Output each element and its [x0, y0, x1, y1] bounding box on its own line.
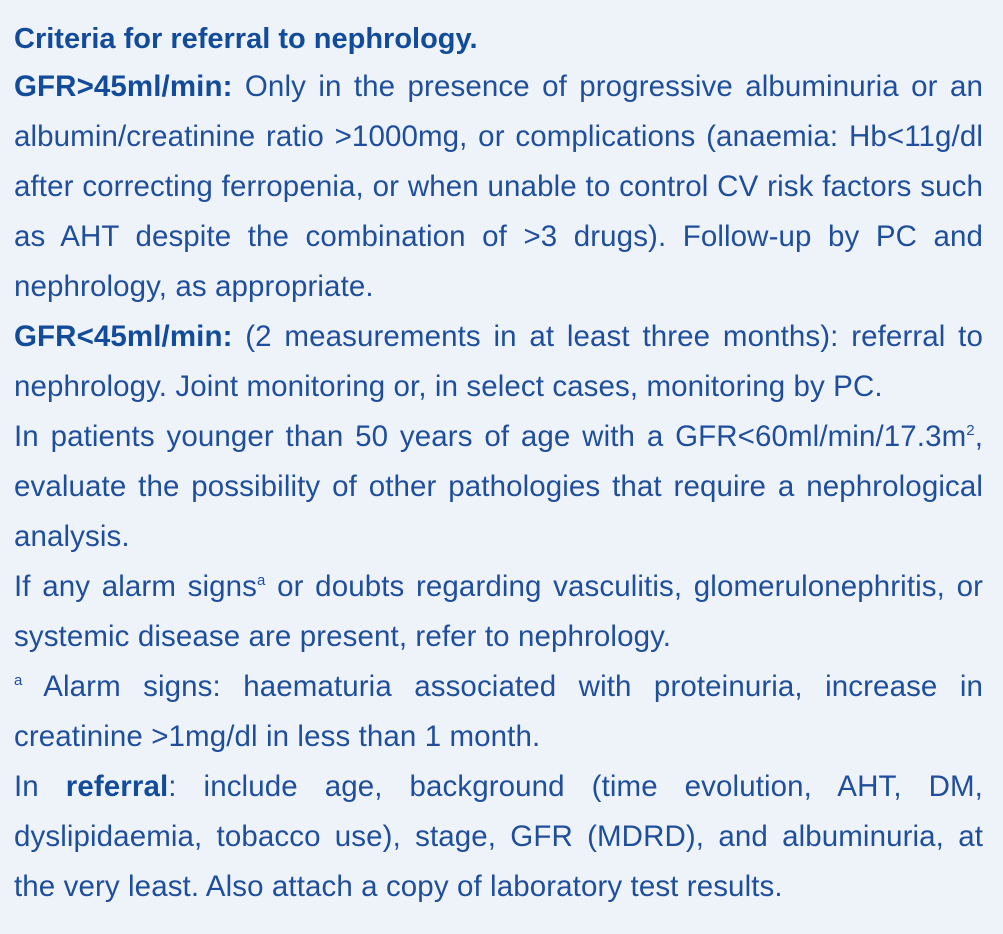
- referral-text-before: In: [14, 770, 66, 803]
- gfr-over-45-text: Only in the presence of progressive albuminuria or an albumin/creatinine ratio >1000mg, or complications (anaemia: Hb<11g/dl after correcting ferropenia, or when unable to control CV risk factors such as AHT despite the combination of >3 drugs). Follow-up by PC and nephrology, as appropriate.: [14, 70, 983, 303]
- gfr-over-45-label: GFR>45ml/min:: [14, 70, 233, 103]
- referral-paragraph: [14, 762, 983, 912]
- referral-bold-word: referral: [65, 770, 169, 803]
- footnote-text: Alarm signs: haematuria associated with proteinuria, increase in creatinine >1mg/dl in less than 1 month.: [14, 670, 983, 753]
- gfr-over-45-paragraph: [14, 62, 983, 312]
- young-patients-paragraph: [14, 412, 983, 562]
- alarm-signs-text-before: If any alarm signs: [14, 570, 258, 603]
- gfr-under-45-text: (2 measurements in at least three months): referral to nephrology. Joint monitoring or, in select cases, monitoring by PC.: [14, 320, 983, 403]
- referral-text-after: : include age, background (time evolution, AHT, DM, dyslipidaemia, tobacco use), stage, GFR (MDRD), and albuminuria, at the very least. Also attach a copy of laboratory test results.: [14, 770, 983, 903]
- page-title: Criteria for referral to nephrology.: [14, 23, 478, 55]
- footnote-marker: a: [14, 672, 23, 690]
- alarm-signs-paragraph: [14, 562, 983, 662]
- footnote-paragraph: [14, 662, 983, 762]
- alarm-signs-superscript: a: [257, 572, 266, 590]
- gfr-under-45-label: GFR<45ml/min:: [14, 320, 233, 353]
- young-patients-text-after: , evaluate the possibility of other pathologies that require a nephrological analysis.: [14, 420, 983, 553]
- young-patients-superscript: 2: [966, 422, 975, 440]
- gfr-under-45-paragraph: [14, 312, 983, 412]
- alarm-signs-text-after: or doubts regarding vasculitis, glomerulonephritis, or systemic disease are present, refer to nephrology.: [14, 570, 983, 653]
- young-patients-text-before: In patients younger than 50 years of age with a GFR<60ml/min/17.3m: [14, 420, 967, 453]
